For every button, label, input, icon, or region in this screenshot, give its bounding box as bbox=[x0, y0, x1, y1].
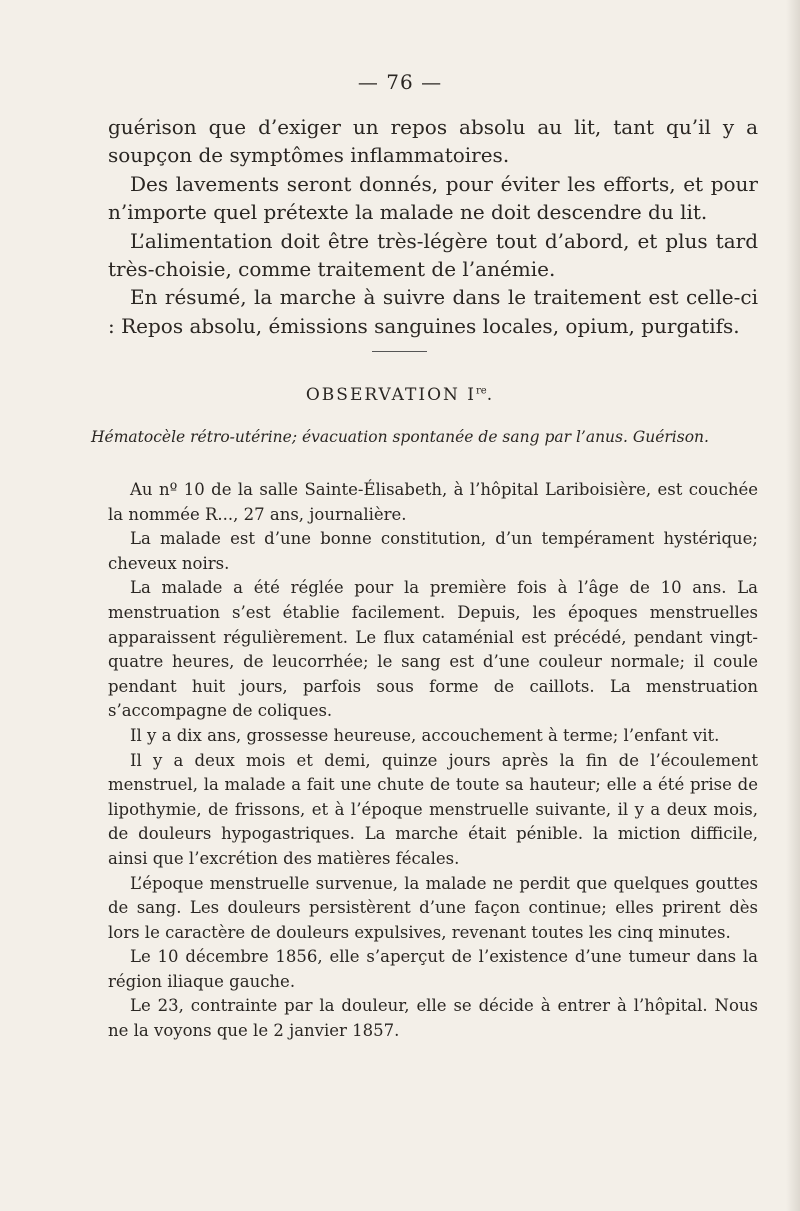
observation-heading-text: OBSERVATION I bbox=[305, 385, 477, 405]
main-paragraph: Des lavements seront donnés, pour éviter les efforts, et pour n’importe quel prétexte la malade ne doit descendre du lit. bbox=[108, 171, 758, 225]
case-paragraph: La malade a été réglée pour la première fois à l’âge de 10 ans. La menstruation s’est établie facilement. Depuis, les époques menstruelles apparaissent régulièrement. Le flux cataménial est précédé, pendant vingt-quatre heures, de leucorrhée; le sang est d’une couleur normale; il coule pendant huit jours, parfois sous forme de caillots. La menstruation s’accompagne de coliques. bbox=[108, 578, 758, 721]
case-paragraph: Au nº 10 de la salle Sainte-Élisabeth, à l’hôpital Lariboisière, est couchée la nommée R..., 27 ans, journalière. bbox=[108, 480, 758, 524]
observation-heading-end: . bbox=[486, 385, 495, 405]
case-paragraph: La malade est d’une bonne constitution, d’un tempérament hystérique; cheveux noirs. bbox=[108, 529, 758, 573]
main-paragraph: L’alimentation doit être très-légère tout d’abord, et plus tard très-choisie, comme traitement de l’anémie. bbox=[108, 228, 758, 282]
page-edge-shadow bbox=[786, 0, 800, 1211]
main-paragraph: En résumé, la marche à suivre dans le traitement est celle-ci : Repos absolu, émissions sanguines locales, opium, purgatifs. bbox=[108, 285, 758, 338]
case-paragraph: L’époque menstruelle survenue, la malade ne perdit que quelques gouttes de sang. Les douleurs persistèrent d’une façon continue; elles prirent dès lors le caractère de douleurs expulsives, revenant toutes les cinq minutes. bbox=[108, 873, 758, 942]
observation-subtitle: Hématocèle rétro-utérine; évacuation spontanée de sang par l’anus. Guérison. bbox=[91, 428, 709, 446]
case-paragraph: Le 10 décembre 1856, elle s’aperçut de l’existence d’une tumeur dans la région iliaque gauche. bbox=[108, 947, 758, 991]
section-divider bbox=[372, 351, 427, 352]
case-paragraph: Il y a dix ans, grossesse heureuse, accouchement à terme; l’enfant vit. bbox=[130, 725, 720, 745]
case-paragraph: Il y a deux mois et demi, quinze jours après la fin de l’écoulement menstruel, la malade a fait une chute de toute sa hauteur; elle a été prise de lipothymie, de frissons, et à l’époque menstruelle suivante, il y a deux mois, de douleurs hypogastriques. La marche était pénible. la miction difficile, ainsi que l’excrétion des matières fécales. bbox=[108, 750, 758, 868]
page-number: — 76 — bbox=[357, 70, 443, 94]
main-text-block bbox=[108, 113, 758, 340]
observation-heading-sup: re bbox=[476, 385, 487, 397]
observation-heading bbox=[0, 385, 800, 405]
main-paragraph: guérison que d’exiger un repos absolu au lit, tant qu’il y a soupçon de symptômes inflammatoires. bbox=[108, 115, 758, 168]
case-paragraph: Le 23, contrainte par la douleur, elle se décide à entrer à l’hôpital. Nous ne la voyons que le 2 janvier 1857. bbox=[108, 996, 758, 1041]
case-text-block bbox=[108, 478, 758, 1044]
